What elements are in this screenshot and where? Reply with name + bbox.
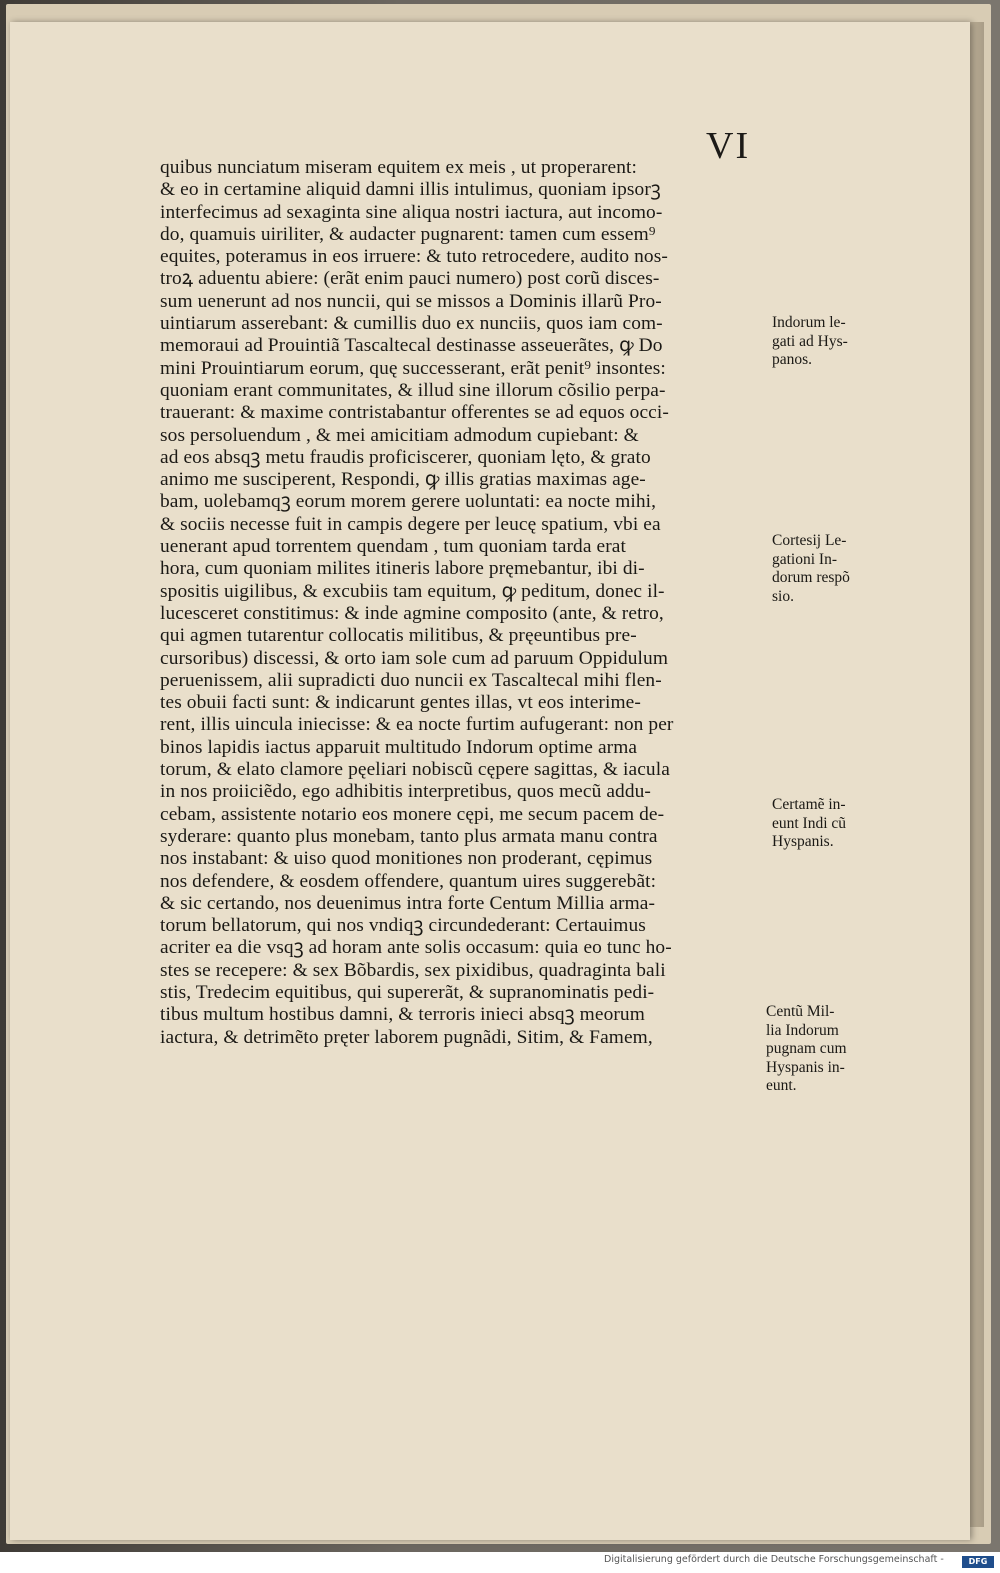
text-line: interfecimus ad sexaginta sine aliqua nostri iactura, aut incomo- [160,201,663,223]
footer-credit: Digitalisierung gefördert durch die Deutsche Forschungsgemeinschaft - [604,1554,944,1565]
text-line: in nos proiiciẽdo, ego adhibitis interpretibus, quos mecũ addu- [160,781,651,803]
margin-note-line: pugnam cum [766,1040,847,1057]
text-line: sos persoluendum , & mei amicitiam admodum cupiebant: & [160,424,639,446]
margin-note-line: Indorum le- [772,314,846,331]
text-line: animo me susciperent, Respondi, ꝙ illis gratias maximas age- [160,469,646,491]
text-line: bam, uolebamqꝫ eorum morem gerere uoluntati: ea nocte mihi, [160,491,657,513]
margin-note-line: Hyspanis in- [766,1058,845,1076]
margin-note-certamen-ineunt [772,796,882,852]
text-line: acriter ea die vsqꝫ ad horam ante solis occasum: quia eo tunc ho- [160,937,672,959]
text-line: peruenissem, alii supradicti duo nuncii ex Tascaltecal mihi flen- [160,669,662,691]
margin-note-cortesij-legationi [772,532,882,606]
text-line: cebam, assistente notario eos monere cępi, me secum pacem de- [160,803,665,825]
dfg-logo: DFG [962,1556,994,1568]
text-line: uintiarum asserebant: & cumillis duo ex nunciis, quos iam com- [160,313,663,335]
text-line: stes se recepere: & sex Bõbardis, sex pixidibus, quadraginta bali [160,959,666,981]
text-line: do, quamuis uiriliter, & audacter pugnarent: tamen cum essem⁹ [160,223,656,245]
text-line: & sociis necesse fuit in campis degere per leucę spatium, vbi ea [160,513,661,535]
margin-note-line: sio. [772,587,794,605]
footer-bar [0,1552,1000,1573]
text-line: torum bellatorum, qui nos vndiqꝫ circundederant: Certauimus [160,915,646,937]
text-line: cursoribus) discessi, & orto iam sole cum ad paruum Oppidulum [160,647,669,669]
text-line: torum, & elato clamore pęeliari nobiscũ cępere sagittas, & iacula [160,759,670,781]
text-line: equites, poteramus in eos irruere: & tuto retrocedere, audito nos- [160,246,668,268]
text-line: qui agmen tutarentur collocatis militibus, & pręeuntibus pre- [160,625,637,647]
margin-note-line: eunt. [766,1077,797,1094]
text-line: quibus nunciatum miseram equitem ex meis , ut properarent: [160,157,637,178]
text-line: lucesceret constitimus: & inde agmine composito (ante, & retro, [160,602,664,624]
margin-note-line: panos. [772,351,813,368]
text-line: & sic certando, nos deuenimus intra forte Centum Millia arma- [160,892,656,914]
text-line: nos defendere, & eosdem offendere, quantum uires suggerebãt: [160,870,657,892]
margin-note-line: dorum respõ [772,569,850,586]
margin-note-indorum-legati [772,314,882,370]
text-line: tes obuii facti sunt: & indicarunt gentes illas, vt eos interime- [160,692,641,714]
text-line: iactura, & detrimẽto pręter laborem pugnãdi, Sitim, & Famem, [160,1026,653,1048]
text-line: binos lapidis iactus apparuit multitudo Indorum optime arma [160,736,638,758]
text-line: troꝝ aduentu abiere: (erãt enim pauci numero) post corũ disces- [160,268,660,290]
margin-note-line: Centũ Mil- [766,1003,835,1020]
text-line: uenerant apud torrentem quendam , tum quoniam tarda erat [160,536,626,558]
text-line: mini Prouintiarum eorum, quę successerant, erãt penit⁹ insontes: [160,357,666,379]
main-text-block [160,157,768,1049]
text-line: hora, cum quoniam milites itineris labore pręmebantur, ibi di- [160,558,645,580]
text-line: stis, Tredecim equitibus, qui supererãt, & supranominatis pedi- [160,981,655,1003]
text-line: spositis uigilibus, & excubiis tam equitum, ꝙ peditum, donec il- [160,580,665,602]
margin-note-line: gati ad Hys- [772,332,848,350]
margin-note-line: eunt Indi cũ [772,814,847,832]
margin-note-line: Certamẽ in- [772,796,846,813]
text-line: nos instabant: & uiso quod monitiones non proderant, cępimus [160,848,653,870]
text-line: trauerant: & maxime contristabantur offerentes se ad equos occi- [160,402,669,424]
margin-note-line: gationi In- [772,550,837,568]
folio-number: VI [706,125,751,167]
margin-note-line: Cortesij Le- [772,532,847,549]
margin-note-line: lia Indorum [766,1021,839,1039]
text-line: ad eos absqꝫ metu fraudis proficiscerer, quoniam lęto, & grato [160,446,651,468]
margin-note-centum-millia [766,1003,876,1096]
text-line: syderare: quanto plus monebam, tanto plus armata manu contra [160,825,658,847]
text-line: quoniam erant communitates, & illud sine illorum cõsilio perpa- [160,379,666,401]
text-line: & eo in certamine aliquid damni illis intulimus, quoniam ipsorꝫ [160,179,661,201]
text-line: tibus multum hostibus damni, & terroris inieci absqꝫ meorum [160,1004,645,1026]
margin-note-line: Hyspanis. [772,833,834,850]
text-line: rent, illis uincula iniecisse: & ea nocte furtim aufugerant: non per [160,714,674,736]
text-line: sum uenerunt ad nos nuncii, qui se missos a Dominis illarũ Pro- [160,290,662,312]
text-line: memoraui ad Prouintiã Tascaltecal destinasse asseuerãtes, ꝙ Do [160,335,663,357]
